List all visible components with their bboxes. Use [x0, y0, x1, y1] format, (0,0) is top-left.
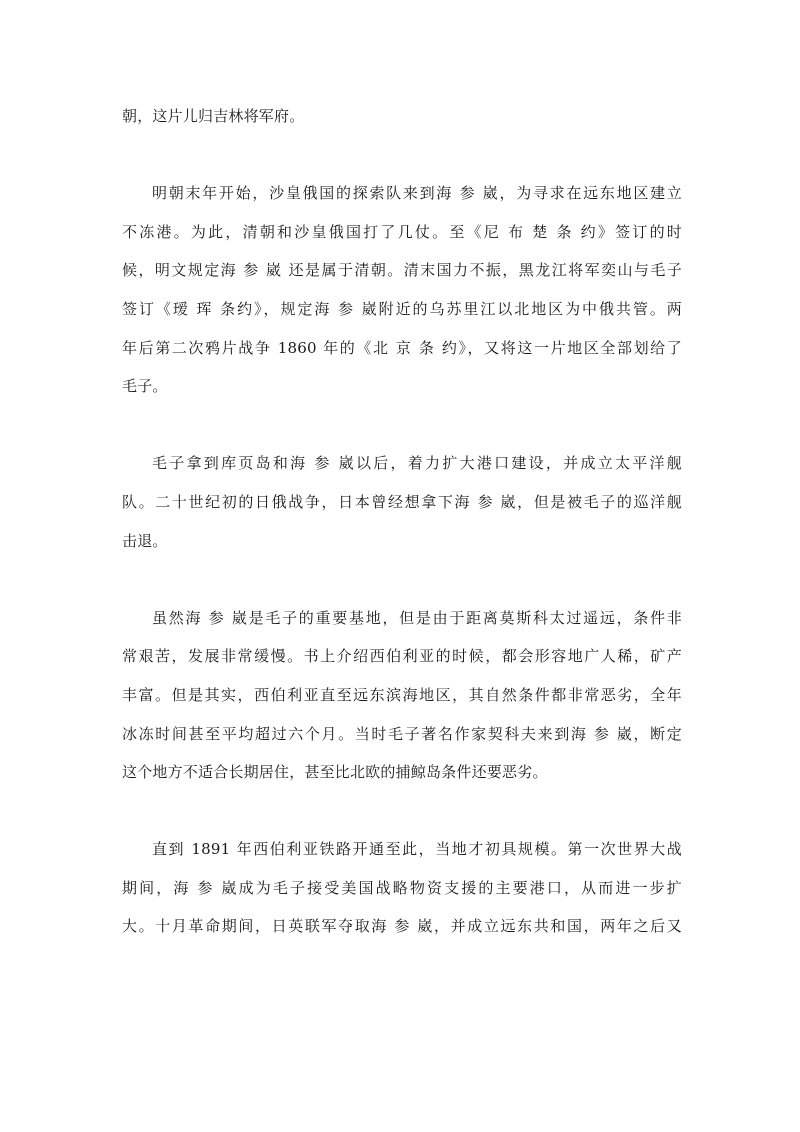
paragraph-5 — [122, 830, 682, 946]
text-line: 毛子拿到库页岛和海 参 崴以后，着力扩大港口建设，并成立太平洋舰 — [152, 454, 682, 473]
text-line: 冰冻时间甚至平均超过六个月。当时毛子著名作家契科夫来到海 参 崴，断定 — [122, 724, 682, 743]
paragraph-4 — [122, 599, 682, 792]
paragraph-gap — [122, 406, 682, 445]
document-body — [122, 97, 682, 946]
paragraph-gap — [122, 792, 682, 831]
text-line: 年后第二次鸦片战争 1860 年的《北 京 条 约》，又将这一片地区全部划给了 — [122, 338, 682, 357]
text-line: 丰富。但是其实，西伯利亚直至远东滨海地区，其自然条件都非常恶劣，全年 — [122, 685, 682, 704]
text-line: 期间，海 参 崴成为毛子接受美国战略物资支援的主要港口，从而进一步扩 — [122, 878, 682, 897]
paragraph-gap — [122, 136, 682, 175]
text-line: 候，明文规定海 参 崴 还是属于清朝。清末国力不振，黑龙江将军奕山与毛子 — [122, 261, 682, 280]
paragraph-gap — [122, 560, 682, 599]
text-line: 不冻港。为此，清朝和沙皇俄国打了几仗。至《尼 布 楚 条 约》签订的时 — [122, 222, 682, 241]
text-line: 直到 1891 年西伯利亚铁路开通至此，当地才初具规模。第一次世界大战 — [152, 840, 682, 859]
text-line: 击退。 — [122, 531, 168, 550]
text-line: 大。十月革命期间，日英联军夺取海 参 崴，并成立远东共和国，两年之后又 — [122, 917, 682, 936]
text-line: 毛子。 — [122, 377, 168, 396]
text-line: 这个地方不适合长期居住，甚至比北欧的捕鲸岛条件还要恶劣。 — [122, 763, 548, 782]
paragraph-3 — [122, 444, 682, 560]
text-line: 常艰苦，发展非常缓慢。书上介绍西伯利亚的时候，都会形容地广人稀，矿产 — [122, 647, 682, 666]
text-line: 队。二十世纪初的日俄战争，日本曾经想拿下海 参 崴，但是被毛子的巡洋舰 — [122, 492, 682, 511]
text-line: 朝，这片儿归吉林将军府。 — [122, 107, 305, 125]
text-line: 签订《瑷 珲 条约》，规定海 参 崴附近的乌苏里江以北地区为中俄共管。两 — [122, 299, 682, 318]
paragraph-1 — [122, 97, 682, 136]
text-line: 明朝末年开始，沙皇俄国的探索队来到海 参 崴，为寻求在远东地区建立 — [152, 184, 682, 203]
paragraph-2 — [122, 174, 682, 406]
text-line: 虽然海 参 崴是毛子的重要基地，但是由于距离莫斯科太过遥远，条件非 — [152, 608, 682, 627]
